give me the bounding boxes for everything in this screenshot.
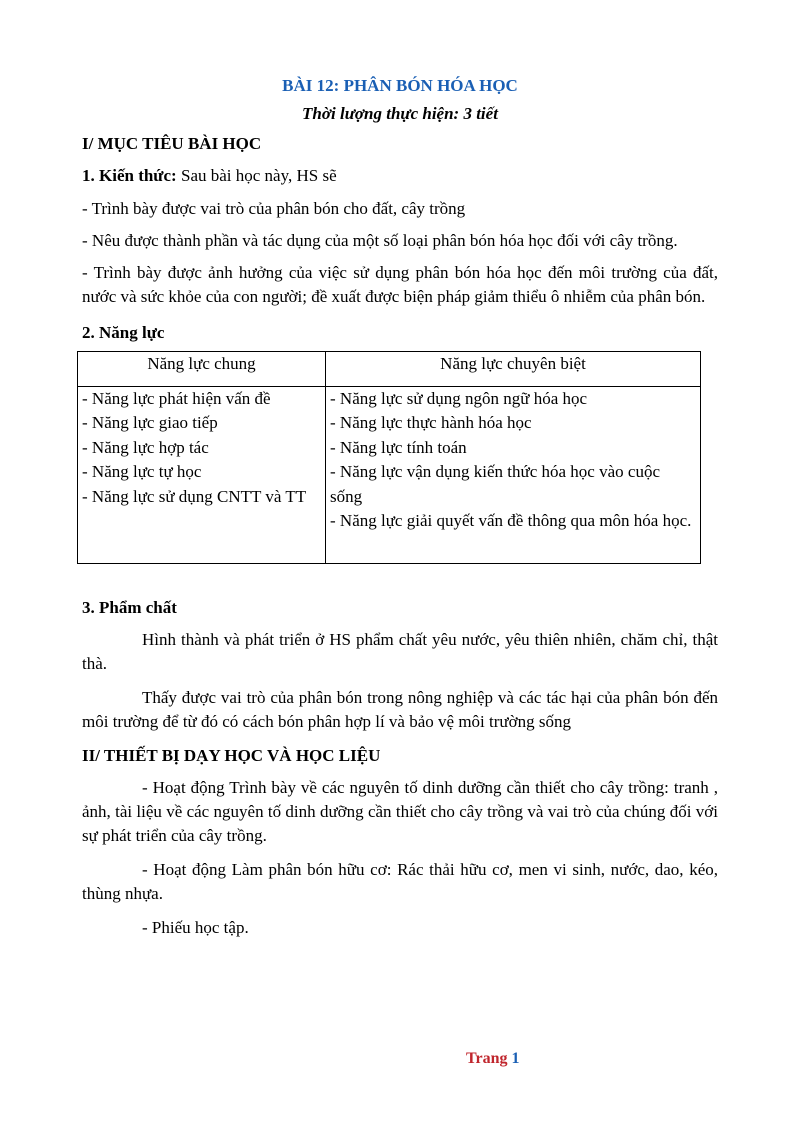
list-item: - Năng lực tính toán (330, 437, 467, 457)
lesson-duration: Thời lượng thực hiện: 3 tiết (302, 104, 498, 123)
list-item: - Năng lực sử dụng ngôn ngữ hóa học (330, 388, 588, 408)
table-row (78, 386, 701, 563)
list-item: - Năng lực hợp tác (82, 437, 209, 457)
page-footer (466, 1047, 519, 1071)
knowledge-intro-text: Sau bài học này, HS sẽ (176, 166, 337, 185)
quality-paragraph: Hình thành và phát triển ở HS phẩm chất yêu nước, yêu thiên nhiên, chăm chỉ, thật thà. (82, 629, 718, 673)
document-page (82, 74, 718, 948)
lesson-title: BÀI 12: PHÂN BÓN HÓA HỌC (282, 76, 518, 95)
list-item: - Năng lực vận dụng kiến thức hóa học vào cuộc sống (330, 462, 660, 506)
list-item: - Năng lực thực hành hóa học (330, 413, 532, 432)
equipment-item: - Phiếu học tập. (142, 917, 249, 937)
competency-table (77, 351, 701, 564)
knowledge-intro (82, 164, 718, 188)
footer-page-number: 1 (511, 1050, 520, 1067)
table-header-specific: Năng lực chuyên biệt (326, 352, 701, 387)
competency-heading: 2. Năng lực (82, 323, 165, 342)
list-item: - Năng lực giao tiếp (82, 413, 218, 432)
section-equipment-heading: II/ THIẾT BỊ DẠY HỌC VÀ HỌC LIỆU (82, 745, 381, 765)
quality-heading: 3. Phẩm chất (82, 597, 177, 617)
equipment-item: - Hoạt động Làm phân bón hữu cơ: Rác thải hữu cơ, men vi sinh, nước, dao, kéo, thùng nhựa. (82, 859, 718, 903)
list-item: - Năng lực sử dụng CNTT và TT (82, 486, 307, 506)
table-header-row (78, 352, 701, 387)
list-item: - Năng lực giải quyết vấn đề thông qua môn hóa học. (330, 511, 692, 530)
quality-paragraph: Thấy được vai trò của phân bón trong nông nghiệp và các tác hại của phân bón đến môi trường để từ đó có cách bón phân hợp lí và bảo vệ môi trường sống (82, 687, 718, 731)
list-item: - Năng lực phát hiện vấn đề (82, 388, 271, 408)
footer-page-label: Trang (466, 1050, 508, 1067)
equipment-item: - Hoạt động Trình bày về các nguyên tố dinh dưỡng cần thiết cho cây trồng: tranh , ảnh, tài liệu về các nguyên tố dinh dưỡng cần thiết cho cây trồng và vai trò của chúng đối với sự phát triển của cây trồng. (82, 777, 718, 845)
list-item: - Năng lực tự học (82, 462, 202, 481)
specific-competency-cell (326, 386, 701, 563)
general-competency-cell (78, 386, 326, 563)
knowledge-item: - Trình bày được ảnh hưởng của việc sử dụng phân bón hóa học đến môi trường của đất, nước và sức khỏe của con người; đề xuất được biện pháp giảm thiểu ô nhiễm của phân bón. (82, 263, 718, 306)
knowledge-item: - Trình bày được vai trò của phân bón cho đất, cây trồng (82, 199, 466, 218)
knowledge-item: - Nêu được thành phần và tác dụng của một số loại phân bón hóa học đối với cây trồng. (82, 231, 678, 250)
knowledge-label: 1. Kiến thức: (82, 166, 177, 185)
table-header-general: Năng lực chung (78, 352, 326, 387)
section-objectives-heading: I/ MỤC TIÊU BÀI HỌC (82, 134, 262, 153)
